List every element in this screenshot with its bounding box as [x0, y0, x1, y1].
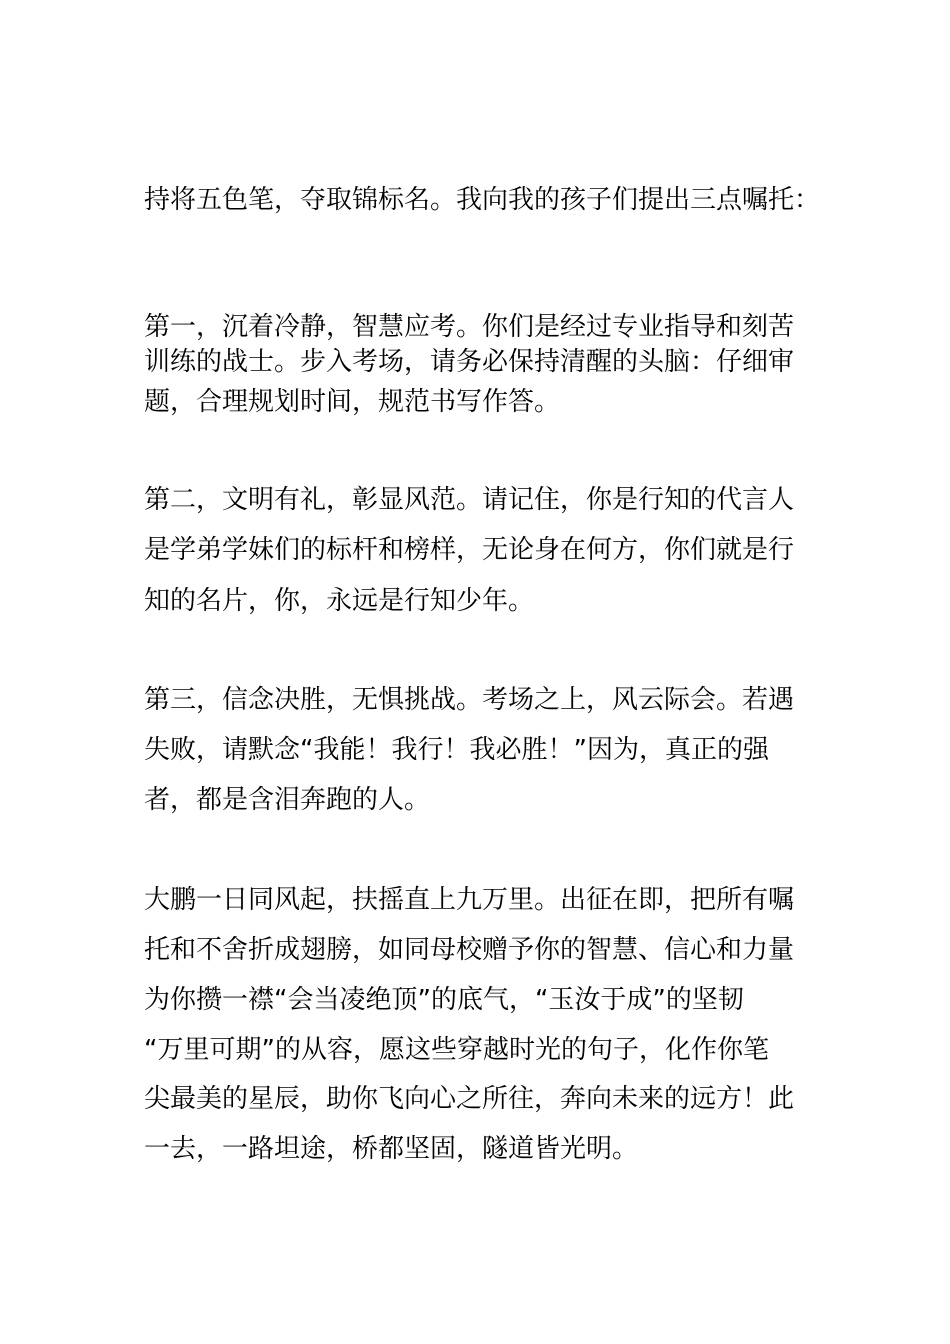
paragraph-line: 托和不舍折成翅膀，如同母校赠予你的智慧、信心和力量 — [144, 935, 795, 965]
paragraph-line: 尖最美的星辰，助你飞向心之所往，奔向未来的远方！此 — [144, 1084, 795, 1114]
paragraph-line: 持将五色笔，夺取锦标名。我向我的孩子们提出三点嘱托： — [144, 185, 821, 215]
paragraph-line: 第三，信念决胜，无惧挑战。考场之上，风云际会。若遇 — [144, 685, 795, 715]
paragraph-line: 知的名片，你，永远是行知少年。 — [144, 586, 535, 616]
paragraph-line: 大鹏一日同风起，扶摇直上九万里。出征在即，把所有嘱 — [144, 885, 795, 915]
paragraph-line: 为你攒一襟“会当凌绝顶”的底气，“玉汝于成”的坚韧 — [144, 985, 744, 1015]
paragraph-line: 第二，文明有礼，彰显风范。请记住，你是行知的代言人 — [144, 485, 795, 515]
paragraph-line: 一去，一路坦途，桥都坚固，隧道皆光明。 — [144, 1134, 639, 1164]
paragraph-line: 者，都是含泪奔跑的人。 — [144, 785, 431, 815]
paragraph-line: 训练的战士。步入考场，请务必保持清醒的头脑：仔细审 — [144, 347, 795, 377]
paragraph-line: 题，合理规划时间，规范书写作答。 — [144, 387, 561, 417]
paragraph-line: 失败，请默念“我能！我行！我必胜！”因为，真正的强 — [144, 735, 769, 765]
paragraph-line: 第一，沉着冷静，智慧应考。你们是经过专业指导和刻苦 — [144, 312, 795, 342]
paragraph-line: 是学弟学妹们的标杆和榜样，无论身在何方，你们就是行 — [144, 535, 795, 565]
paragraph-line: “万里可期”的从容，愿这些穿越时光的句子，化作你笔 — [144, 1035, 769, 1065]
